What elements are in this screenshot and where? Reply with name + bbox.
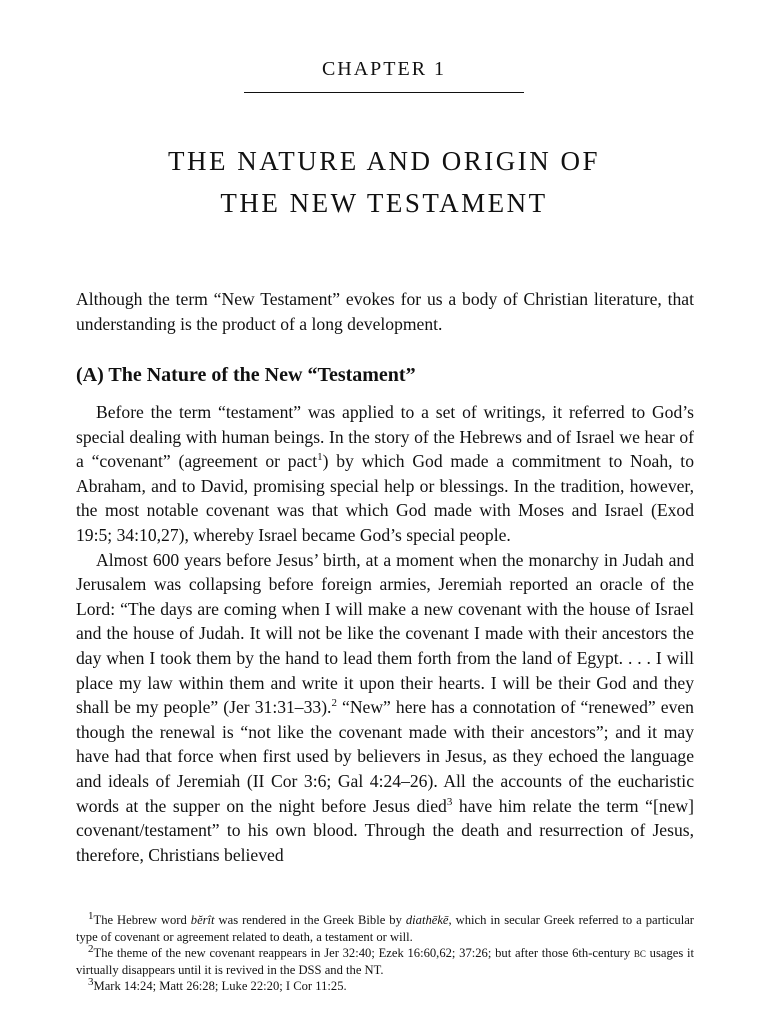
footnote-3-text: Mark 14:24; Matt 26:28; Luke 22:20; I Cor 11:25. [93, 979, 347, 993]
footnote-2-smallcaps: bc [633, 946, 646, 960]
chapter-title-line-1: THE NATURE AND ORIGIN OF [168, 146, 600, 176]
footnote-1-italic-1: bĕrît [190, 913, 215, 927]
section-heading: (A) The Nature of the New “Testament” [76, 364, 416, 386]
footnote-1-marker: 1 [88, 909, 94, 922]
footnote-2-marker: 2 [88, 942, 94, 955]
footnote-ref-1: 1 [317, 451, 323, 464]
paragraph-1-part-a: Before the term “testament” was applied to a set of writings, it referred to God’s special dealing with human beings. In the story of the Hebrews and of Israel we hear of a “covenant” (agreement or pact [76, 402, 694, 472]
footnote-1-italic-2: diathēkē [405, 913, 449, 927]
footnote-3 [76, 975, 694, 995]
footnote-ref-3: 3 [446, 795, 453, 808]
paragraph-2-part-a: Almost 600 years before Jesus’ birth, at a moment when the monarchy in Judah and Jerusalem was collapsing before foreign armies, Jeremiah reported an oracle of the Lord: “The days are coming when I will make a new covenant with the house of Israel and the house of Judah. It will not be like the covenant I made with their ancestors the day when I took them by the hand to lead them forth from the land of Egypt. . . . I will place my law within them and write it upon their hearts. I will be their God and they shall be my people” (Jer 31:31–33). [76, 549, 694, 718]
footnote-3-marker: 3 [88, 975, 94, 988]
chapter-rule [244, 92, 524, 93]
chapter-title-line-2: THE NEW TESTAMENT [220, 188, 548, 218]
footnote-2-text-a: The theme of the new covenant reappears in Jer 32:40; Ezek 16:60,62; 37:26; but after those 6th-century [93, 946, 634, 960]
chapter-title [0, 140, 768, 224]
footnote-1-text-a: The Hebrew word [93, 913, 191, 927]
footnote-1-text-b: was rendered in the Greek Bible by [214, 913, 406, 927]
footnote-2-text-b: usages it virtually disappears until it is revived in the DSS and the NT. [76, 946, 694, 977]
footnote-1-text-c: , which in secular Greek referred to a particular type of covenant or agreement related to death, a testament or will. [76, 913, 694, 944]
intro-paragraph [76, 287, 694, 336]
paragraph-2 [76, 548, 694, 868]
footnotes [76, 909, 694, 995]
paragraph-2-part-b: “New” here has a connotation of “renewed” even though the renewal is “not like the covenant made with their ancestors”; and it may have had that force when first used by believers in Jesus, as they echoed the language and ideals of Jeremiah (II Cor 3:6; Gal 4:24–26). All the accounts of the eucharistic words at the supper on the night before Jesus died [76, 697, 694, 816]
footnote-1 [76, 909, 694, 945]
chapter-label: CHAPTER 1 [321, 58, 447, 80]
footnote-ref-2: 2 [331, 697, 337, 710]
paragraph-1 [76, 400, 694, 548]
footnote-2 [76, 942, 694, 978]
body-text [76, 400, 694, 867]
intro-text: Although the term “New Testament” evokes for us a body of Christian literature, that understanding is the product of a long development. [76, 289, 694, 334]
paragraph-1-part-b: ) by which God made a commitment to Noah, to Abraham, and to David, promising special help or blessings. In the tradition, however, the most notable covenant was that which God made with Moses and Israel (Exod 19:5; 34:10,27), whereby Israel became God’s special people. [76, 451, 694, 545]
paragraph-2-part-c: have him relate the term “[new] covenant/testament” to his own blood. Through the death and resurrection of Jesus, therefore, Christians believed [76, 795, 694, 865]
